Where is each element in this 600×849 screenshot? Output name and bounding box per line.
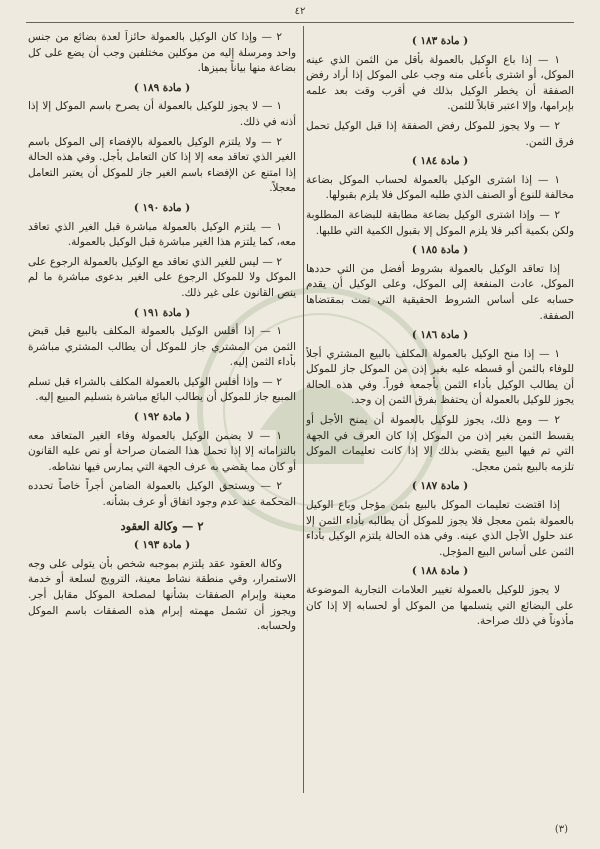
article-paragraph: ١ — يلتزم الوكيل بالعمولة مباشرة قبل الغير الذي تعاقد معه، كما يلتزم هذا الغير مباشرة قبل الوكيل بالعمولة. [28,220,296,249]
article-heading: ( مادة ١٨٩ ) [133,81,191,94]
article-paragraph: ٢ — ولا يجوز للموكل رفض الصفقة إذا قبل الوكيل تحمل فرق الثمن. [306,119,574,148]
article-heading: ( مادة ١٩٢ ) [133,411,191,424]
article-paragraph: إذا تعاقد الوكيل بالعمولة بشروط أفضل من التي حددها الموكل، عادت المنفعة إلى الموكل، وعلى الوكيل أن يقدم حسابه على أساس الشروط الحقيقية التي تمت بمقتضاها الصفقة. [306,262,574,322]
article-paragraph: ٢ — ومع ذلك، يجوز للوكيل بالعمولة أن يمنح الأجل أو يقسط الثمن بغير إذن من الموكل إذا كان العرف في الجهة التي تم فيها البيع يقضي بذلك إلا إذا كانت تعليمات الموكل تلزمه بالبيع بثمن معجل. [306,414,574,473]
article-paragraph: ١ — إذا منح الوكيل بالعمولة المكلف بالبيع المشتري أجلاً للوفاء بالثمن أو قسطه عليه بغير إذن من الموكل جاز للموكل أن يطالب الوكيل بأداء الثمن بأجمعه فوراً. وفي هذه الحالة يجوز للوكيل بالعمولة أن يحتفظ بفرق الثمن إن وجد. [306,347,574,407]
article-paragraph: ٢ — وإذا كان الوكيل بالعمولة حائزاً لعدة بضائع من جنس واحد ومرسلة إليه من موكلين مختلفين وجب أن يضع على كل بضاعة منها بياناً يميزها. [28,31,296,75]
page-footer-mark: (٣) [554,824,568,835]
article-paragraph: ١ — إذا باع الوكيل بالعمولة بأقل من الثمن الذي عينه الموكل، أو اشترى بأعلى منه وجب على الموكل إذا أراد رفض الصفقة أن يخطر الوكيل بذلك في أقرب وقت بعد علمه بإبرامها، وإلا اعتبر قابلاً للثمن. [306,53,574,113]
article-heading: ( مادة ١٨٤ ) [411,155,469,168]
article-paragraph: لا يجوز للوكيل بالعمولة تغيير العلامات التجارية الموضوعة على البضائع التي يتسلمها من الموكل أو لحسابه إلا إذا كان مأذوناً في ذلك صراحة. [306,584,574,628]
article-heading: ( مادة ١٩٠ ) [133,201,191,214]
article-paragraph: ٢ — وإذا اشترى الوكيل بضاعة مطابقة للبضاعة المطلوبة ولكن بكمية أكبر فلا يلزم الموكل إلا بقبول الكمية التي طلبها. [306,208,574,237]
section-heading: ٢ — وكالة العقود [120,518,204,533]
left-column [28,30,296,825]
article-paragraph: ١ — لا يجوز للوكيل بالعمولة أن يصرح باسم الموكل إلا إذا أذنه في ذلك. [28,100,296,128]
article-paragraph: ٢ — وإذا أفلس الوكيل بالعمولة المكلف بالشراء قبل تسلم المبيع جاز للموكل أن يطالب البائع مباشرة بتسليم المبيع إليه. [28,375,296,404]
article-paragraph: وكالة العقود عقد يلتزم بموجبه شخص بأن يتولى على وجه الاستمرار، وفي منطقة نشاط معينة، الترويج لسلعة أو خدمة معينة وإبرام الصفقات بشأنها لمصلحة الموكل مقابل أجر. ويجوز أن تشمل مهمته إبرام هذه الصفقات باسم الموكل ولحسابه. [28,557,296,633]
article-paragraph: ١ — إذا أفلس الوكيل بالعمولة المكلف بالبيع قبل قبض الثمن من المشتري جاز للموكل أن يطالب المشتري مباشرة بأداء الثمن إليه. [28,325,296,369]
article-heading: ( مادة ١٨٦ ) [411,329,469,342]
right-column [306,30,574,825]
article-heading: ( مادة ١٨٣ ) [411,35,469,47]
article-heading: ( مادة ١٨٨ ) [411,565,469,578]
article-paragraph: ١ — لا يضمن الوكيل بالعمولة وفاء الغير المتعاقد معه بالتزاماته إلا إذا تحمل هذا الضمان صراحة أو نص عليه القانون أو كان مما يقضي به عرف الجهة التي يمارس فيها نشاطه. [28,429,296,473]
article-paragraph: ١ — إذا اشترى الوكيل بالعمولة لحساب الموكل بضاعة مخالفة للنوع أو الصنف الذي طلبه الموكل فلا يلزم بقبولها. [306,173,574,202]
top-rule [26,22,574,23]
article-heading: ( مادة ١٨٥ ) [411,244,469,257]
article-paragraph: ٢ — ليس للغير الذي تعاقد مع الوكيل بالعمولة الرجوع على الموكل ولا للموكل الرجوع على الغير بدعوى مباشرة ما لم ينص القانون على غير ذلك. [28,255,296,299]
article-heading: ( مادة ١٩١ ) [133,306,191,319]
column-divider [303,26,304,793]
page-number: ٤٢ [294,6,306,17]
article-heading: ( مادة ١٩٣ ) [133,539,191,552]
article-paragraph: إذا اقتضت تعليمات الموكل بالبيع بثمن مؤجل وباع الوكيل بالعمولة بثمن معجل فلا يجوز للموكل أن يطالبه بأداء الثمن إلا عند حلول الأجل الذي عينه. وفي هذه الحالة يلتزم الوكيل بأداء الثمن على أساس البيع المؤجل. [306,499,574,558]
article-paragraph: ٢ — ولا يلتزم الوكيل بالعمولة بالإفضاء إلى الموكل باسم الغير الذي تعاقد معه إلا إذا كان التعامل بأجل. وفي هذه الحالة إذا امتنع عن الإفضاء باسم الغير جاز للموكل أن يعتبر التعامل معجلاً. [28,135,296,195]
article-paragraph: ٢ — ويستحق الوكيل بالعمولة الضامن أجراً خاصاً تحدده المحكمة عند عدم وجود اتفاق أو عرف بشأنه. [28,480,296,509]
article-heading: ( مادة ١٨٧ ) [411,480,469,493]
